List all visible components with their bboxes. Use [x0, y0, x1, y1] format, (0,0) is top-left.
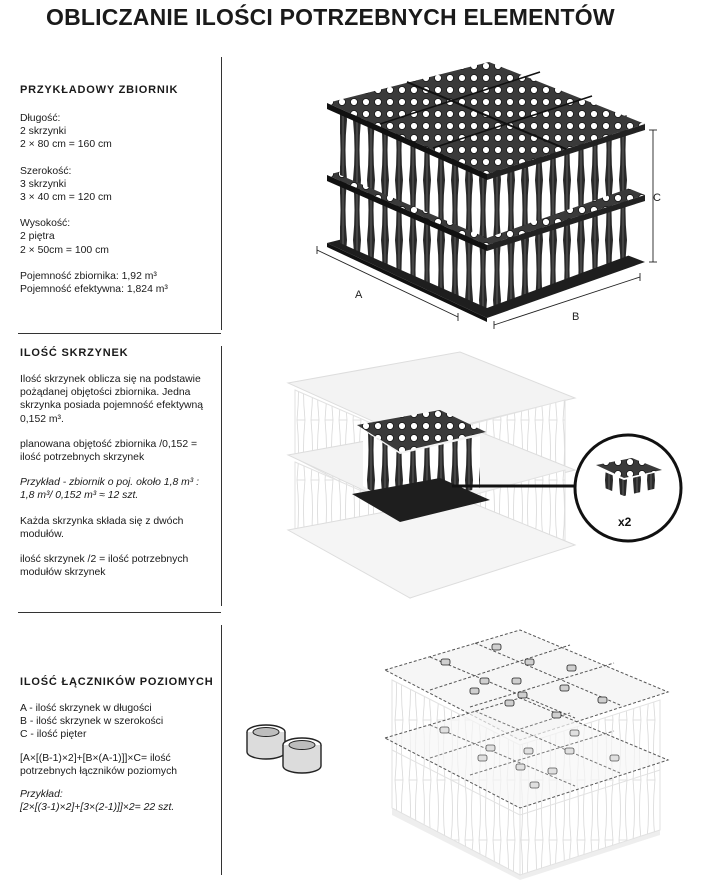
box-count-formula: planowana objętość zbiornika /0,152 = ilość potrzebnych skrzynek — [20, 438, 198, 464]
width-label: Szerokość: — [20, 165, 72, 177]
length-label: Długość: — [20, 113, 61, 124]
connector-icon — [247, 725, 321, 773]
tank-effective-capacity: Pojemność efektywna: 1,824 m³ — [20, 284, 168, 296]
dimension-label-a: A — [355, 289, 363, 301]
section-heading-horizontal-connectors: ILOŚĆ ŁĄCZNIKÓW POZIOMYCH — [20, 676, 214, 688]
def-c: C - ilość pięter — [20, 729, 87, 741]
box-count-para5: ilość skrzynek /2 = ilość potrzebnych modułów skrzynek — [20, 554, 189, 579]
width-count: 3 skrzynki — [20, 178, 67, 190]
height-count: 2 piętra — [20, 231, 55, 243]
multiplier-label: x2 — [618, 515, 632, 529]
box-count-para1: Ilość skrzynek oblicza się na podstawie pożądanej objętości zbiornika. Jedna skrzynka posiada pojemność efektywną 0,152 m³. — [20, 374, 204, 425]
connectors-example: [2×[(3-1)×2]+[3×(2-1)]]×2= 22 szt. — [20, 802, 175, 814]
height-calc: 2 × 50cm = 100 cm — [20, 244, 109, 256]
connectors-formula: [A×[(B-1)×2]+[B×(A-1)]]×C= ilość potrzebnych łączników poziomych — [20, 752, 178, 777]
height-label: Wysokość: — [20, 218, 71, 230]
dimension-label-c: C — [653, 192, 661, 204]
box-count-illustration — [288, 352, 681, 598]
box-count-para4: Każda skrzynka składa się z dwóch modułów. — [20, 515, 184, 540]
tank-illustration — [317, 62, 661, 329]
connectors-illustration — [247, 630, 668, 880]
page-title: OBLICZANIE ILOŚCI POTRZEBNYCH ELEMENTÓW — [46, 4, 615, 30]
tank-capacity: Pojemność zbiornika: 1,92 m³ — [20, 270, 157, 282]
dimension-label-b: B — [572, 311, 580, 323]
length-count: 2 skrzynki — [20, 126, 67, 138]
box-count-example: Przykład - zbiornik o poj. około 1,8 m³ : 1,8 m³/ 0,152 m³ ≈ 12 szt. — [20, 477, 200, 502]
length-calc: 2 × 80 cm = 160 cm — [20, 139, 112, 151]
def-b: B - ilość skrzynek w szerokości — [20, 716, 164, 728]
connectors-example-label: Przykład: — [20, 789, 63, 801]
def-a: A - ilość skrzynek w długości — [20, 703, 152, 714]
section-heading-box-count: ILOŚĆ SKRZYNEK — [20, 347, 129, 359]
width-calc: 3 × 40 cm = 120 cm — [20, 192, 112, 204]
section-heading-example-tank: PRZYKŁADOWY ZBIORNIK — [20, 84, 179, 96]
